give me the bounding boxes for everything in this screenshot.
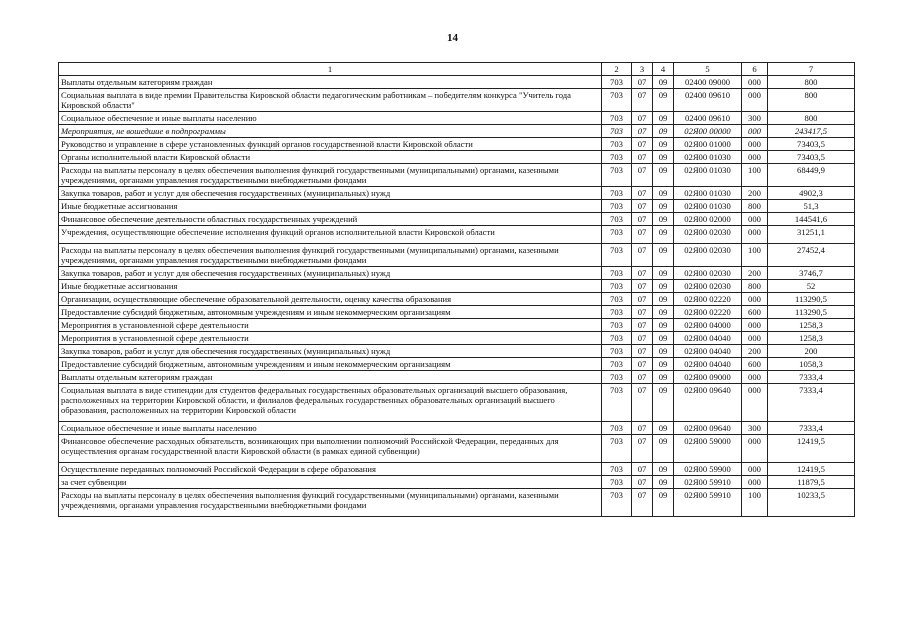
table-row	[59, 151, 855, 164]
row-section-cell: 07	[632, 76, 653, 89]
row-name-cell: Социальная выплата в виде премии Правительства Кировской области педагогическим работникам – победителям конкурса "Учитель года Кировской области"	[59, 89, 602, 112]
table-row	[59, 422, 855, 435]
table-row	[59, 371, 855, 384]
row-target-article-cell: 02Я00 02030	[674, 244, 742, 267]
row-subsection-cell: 09	[653, 463, 674, 476]
row-section-cell: 07	[632, 293, 653, 306]
row-section-cell: 07	[632, 226, 653, 244]
row-target-article-cell: 02Я00 02030	[674, 267, 742, 280]
row-target-article-cell: 02Я00 04040	[674, 332, 742, 345]
row-section-cell: 07	[632, 345, 653, 358]
row-section-cell: 07	[632, 138, 653, 151]
budget-table	[58, 62, 855, 517]
row-target-article-cell: 02Я00 02030	[674, 226, 742, 244]
row-target-article-cell: 02Я00 09000	[674, 371, 742, 384]
row-amount-cell: 800	[768, 76, 855, 89]
row-section-cell: 07	[632, 384, 653, 422]
table-row	[59, 244, 855, 267]
row-code-cell: 703	[602, 345, 632, 358]
row-code-cell: 703	[602, 76, 632, 89]
row-code-cell: 703	[602, 332, 632, 345]
row-subsection-cell: 09	[653, 319, 674, 332]
row-name-cell: Руководство и управление в сфере установленных функций органов государственной власти Кировской области	[59, 138, 602, 151]
header-cell: 4	[653, 63, 674, 76]
row-subsection-cell: 09	[653, 267, 674, 280]
row-amount-cell: 12419,5	[768, 435, 855, 463]
row-subsection-cell: 09	[653, 345, 674, 358]
row-amount-cell: 10233,5	[768, 489, 855, 517]
header-cell: 5	[674, 63, 742, 76]
row-code-cell: 703	[602, 319, 632, 332]
row-section-cell: 07	[632, 164, 653, 187]
row-section-cell: 07	[632, 280, 653, 293]
row-subsection-cell: 09	[653, 371, 674, 384]
row-target-article-cell: 02Я00 59900	[674, 463, 742, 476]
row-subsection-cell: 09	[653, 125, 674, 138]
row-code-cell: 703	[602, 476, 632, 489]
row-section-cell: 07	[632, 422, 653, 435]
row-name-cell: Учреждения, осуществляющие обеспечение исполнения функций органов исполнительной власти Кировской области	[59, 226, 602, 244]
row-name-cell: Финансовое обеспечение деятельности областных государственных учреждений	[59, 213, 602, 226]
row-name-cell: Расходы на выплаты персоналу в целях обеспечения выполнения функций государственными (муниципальными) органами, казенными учреждениями, органами управления государственными внебюджетными фондами	[59, 244, 602, 267]
page-number: 14	[447, 32, 458, 44]
row-amount-cell: 243417,5	[768, 125, 855, 138]
row-amount-cell: 52	[768, 280, 855, 293]
row-subsection-cell: 09	[653, 151, 674, 164]
row-subsection-cell: 09	[653, 200, 674, 213]
row-section-cell: 07	[632, 489, 653, 517]
row-target-article-cell: 02Я00 59910	[674, 476, 742, 489]
row-code-cell: 703	[602, 89, 632, 112]
row-code-cell: 703	[602, 244, 632, 267]
row-target-article-cell: 02400 09610	[674, 112, 742, 125]
row-amount-cell: 7333,4	[768, 422, 855, 435]
header-cell: 1	[59, 63, 602, 76]
table-row	[59, 138, 855, 151]
table-row	[59, 226, 855, 244]
table-row	[59, 200, 855, 213]
row-name-cell: Осуществление переданных полномочий Российской Федерации в сфере образования	[59, 463, 602, 476]
header-cell: 3	[632, 63, 653, 76]
row-expense-type-cell: 000	[742, 463, 768, 476]
row-amount-cell: 144541,6	[768, 213, 855, 226]
row-amount-cell: 800	[768, 89, 855, 112]
row-name-cell: Мероприятия в установленной сфере деятельности	[59, 332, 602, 345]
table-row	[59, 332, 855, 345]
table-row	[59, 267, 855, 280]
row-name-cell: Социальное обеспечение и иные выплаты населению	[59, 112, 602, 125]
row-target-article-cell: 02Я00 04040	[674, 345, 742, 358]
row-section-cell: 07	[632, 358, 653, 371]
row-expense-type-cell: 000	[742, 332, 768, 345]
row-expense-type-cell: 000	[742, 384, 768, 422]
row-code-cell: 703	[602, 213, 632, 226]
row-amount-cell: 73403,5	[768, 151, 855, 164]
row-name-cell: Финансовое обеспечение расходных обязательств, возникающих при выполнении полномочий Российской Федерации, переданных для осуществления органам государственной власти Кировской области (в рамках единой субвенции)	[59, 435, 602, 463]
row-code-cell: 703	[602, 384, 632, 422]
row-section-cell: 07	[632, 267, 653, 280]
row-expense-type-cell: 100	[742, 244, 768, 267]
row-amount-cell: 7333,4	[768, 384, 855, 422]
row-amount-cell: 51,3	[768, 200, 855, 213]
table-row	[59, 306, 855, 319]
row-target-article-cell: 02Я00 01000	[674, 138, 742, 151]
table-row	[59, 435, 855, 463]
row-expense-type-cell: 800	[742, 200, 768, 213]
row-amount-cell: 800	[768, 112, 855, 125]
row-section-cell: 07	[632, 306, 653, 319]
row-expense-type-cell: 100	[742, 489, 768, 517]
row-expense-type-cell: 800	[742, 280, 768, 293]
table-row	[59, 489, 855, 517]
row-subsection-cell: 09	[653, 280, 674, 293]
row-target-article-cell: 02Я00 59000	[674, 435, 742, 463]
table-row	[59, 293, 855, 306]
table-row	[59, 319, 855, 332]
row-target-article-cell: 02Я00 09640	[674, 422, 742, 435]
table-row	[59, 280, 855, 293]
table-row	[59, 89, 855, 112]
row-name-cell: Закупка товаров, работ и услуг для обеспечения государственных (муниципальных) нужд	[59, 345, 602, 358]
table-row	[59, 358, 855, 371]
row-name-cell: Органы исполнительной власти Кировской области	[59, 151, 602, 164]
table-row	[59, 125, 855, 138]
row-expense-type-cell: 200	[742, 345, 768, 358]
row-code-cell: 703	[602, 435, 632, 463]
row-expense-type-cell: 300	[742, 112, 768, 125]
row-amount-cell: 27452,4	[768, 244, 855, 267]
row-name-cell: Закупка товаров, работ и услуг для обеспечения государственных (муниципальных) нужд	[59, 187, 602, 200]
row-expense-type-cell: 000	[742, 293, 768, 306]
row-expense-type-cell: 000	[742, 89, 768, 112]
row-target-article-cell: 02Я00 09640	[674, 384, 742, 422]
row-name-cell: Предоставление субсидий бюджетным, автономным учреждениям и иным некоммерческим организациям	[59, 358, 602, 371]
table-row	[59, 112, 855, 125]
table-row	[59, 213, 855, 226]
table-row	[59, 76, 855, 89]
row-expense-type-cell: 000	[742, 319, 768, 332]
header-cell: 6	[742, 63, 768, 76]
table-row	[59, 476, 855, 489]
table-row	[59, 463, 855, 476]
row-code-cell: 703	[602, 200, 632, 213]
table-row	[59, 345, 855, 358]
row-target-article-cell: 02Я00 01030	[674, 164, 742, 187]
row-subsection-cell: 09	[653, 358, 674, 371]
row-amount-cell: 31251,1	[768, 226, 855, 244]
row-name-cell: Мероприятия в установленной сфере деятельности	[59, 319, 602, 332]
row-name-cell: Организации, осуществляющие обеспечение образовательной деятельности, оценку качества образования	[59, 293, 602, 306]
row-subsection-cell: 09	[653, 306, 674, 319]
row-expense-type-cell: 000	[742, 151, 768, 164]
row-expense-type-cell: 200	[742, 267, 768, 280]
row-subsection-cell: 09	[653, 384, 674, 422]
row-target-article-cell: 02Я00 04040	[674, 358, 742, 371]
row-expense-type-cell: 000	[742, 226, 768, 244]
row-expense-type-cell: 000	[742, 476, 768, 489]
row-section-cell: 07	[632, 371, 653, 384]
row-amount-cell: 1058,3	[768, 358, 855, 371]
row-subsection-cell: 09	[653, 244, 674, 267]
row-expense-type-cell: 100	[742, 164, 768, 187]
row-name-cell: Предоставление субсидий бюджетным, автономным учреждениям и иным некоммерческим организациям	[59, 306, 602, 319]
row-code-cell: 703	[602, 358, 632, 371]
row-section-cell: 07	[632, 200, 653, 213]
row-target-article-cell: 02400 09610	[674, 89, 742, 112]
row-code-cell: 703	[602, 293, 632, 306]
row-target-article-cell: 02400 09000	[674, 76, 742, 89]
row-subsection-cell: 09	[653, 476, 674, 489]
row-subsection-cell: 09	[653, 187, 674, 200]
row-subsection-cell: 09	[653, 489, 674, 517]
row-amount-cell: 73403,5	[768, 138, 855, 151]
row-code-cell: 703	[602, 125, 632, 138]
row-expense-type-cell: 600	[742, 358, 768, 371]
row-name-cell: Выплаты отдельным категориям граждан	[59, 371, 602, 384]
row-expense-type-cell: 000	[742, 138, 768, 151]
table-row	[59, 187, 855, 200]
row-code-cell: 703	[602, 112, 632, 125]
row-subsection-cell: 09	[653, 164, 674, 187]
table-row	[59, 384, 855, 422]
row-expense-type-cell: 600	[742, 306, 768, 319]
row-amount-cell: 4902,3	[768, 187, 855, 200]
row-code-cell: 703	[602, 267, 632, 280]
row-section-cell: 07	[632, 476, 653, 489]
row-section-cell: 07	[632, 435, 653, 463]
row-code-cell: 703	[602, 280, 632, 293]
row-subsection-cell: 09	[653, 422, 674, 435]
row-code-cell: 703	[602, 306, 632, 319]
row-code-cell: 703	[602, 151, 632, 164]
row-target-article-cell: 02Я00 02030	[674, 280, 742, 293]
row-name-cell: Закупка товаров, работ и услуг для обеспечения государственных (муниципальных) нужд	[59, 267, 602, 280]
header-cell: 7	[768, 63, 855, 76]
row-name-cell: Мероприятия, не вошедшие в подпрограммы	[59, 125, 602, 138]
row-expense-type-cell: 000	[742, 125, 768, 138]
row-target-article-cell: 02Я00 01030	[674, 151, 742, 164]
row-section-cell: 07	[632, 213, 653, 226]
row-target-article-cell: 02Я00 04000	[674, 319, 742, 332]
row-amount-cell: 113290,5	[768, 293, 855, 306]
row-section-cell: 07	[632, 151, 653, 164]
row-subsection-cell: 09	[653, 89, 674, 112]
row-code-cell: 703	[602, 164, 632, 187]
row-amount-cell: 68449,9	[768, 164, 855, 187]
row-code-cell: 703	[602, 463, 632, 476]
row-name-cell: Иные бюджетные ассигнования	[59, 200, 602, 213]
row-expense-type-cell: 000	[742, 213, 768, 226]
row-subsection-cell: 09	[653, 435, 674, 463]
row-name-cell: Расходы на выплаты персоналу в целях обеспечения выполнения функций государственными (муниципальными) органами, казенными учреждениями, органами управления государственными внебюджетными фондами	[59, 164, 602, 187]
row-subsection-cell: 09	[653, 213, 674, 226]
row-name-cell: Выплаты отдельным категориям граждан	[59, 76, 602, 89]
table-row	[59, 164, 855, 187]
row-section-cell: 07	[632, 319, 653, 332]
row-amount-cell: 12419,5	[768, 463, 855, 476]
row-code-cell: 703	[602, 489, 632, 517]
row-expense-type-cell: 000	[742, 76, 768, 89]
row-subsection-cell: 09	[653, 332, 674, 345]
row-amount-cell: 113290,5	[768, 306, 855, 319]
row-section-cell: 07	[632, 463, 653, 476]
row-amount-cell: 7333,4	[768, 371, 855, 384]
row-expense-type-cell: 000	[742, 371, 768, 384]
row-name-cell: Социальная выплата в виде стипендии для студентов федеральных государственных образовательных организаций высшего образования, расположенных на территории Кировской области, и филиалов федеральных государственных образовательных организаций высшего образования, расположенных на территории Кировской области	[59, 384, 602, 422]
row-name-cell: за счет субвенции	[59, 476, 602, 489]
row-code-cell: 703	[602, 138, 632, 151]
row-section-cell: 07	[632, 125, 653, 138]
row-amount-cell: 1258,3	[768, 319, 855, 332]
row-target-article-cell: 02Я00 02220	[674, 306, 742, 319]
row-section-cell: 07	[632, 332, 653, 345]
row-expense-type-cell: 000	[742, 435, 768, 463]
header-cell: 2	[602, 63, 632, 76]
row-target-article-cell: 02Я00 01030	[674, 200, 742, 213]
row-section-cell: 07	[632, 244, 653, 267]
row-name-cell: Социальное обеспечение и иные выплаты населению	[59, 422, 602, 435]
row-subsection-cell: 09	[653, 293, 674, 306]
row-subsection-cell: 09	[653, 226, 674, 244]
row-subsection-cell: 09	[653, 76, 674, 89]
row-code-cell: 703	[602, 371, 632, 384]
row-section-cell: 07	[632, 112, 653, 125]
row-code-cell: 703	[602, 226, 632, 244]
row-name-cell: Иные бюджетные ассигнования	[59, 280, 602, 293]
row-code-cell: 703	[602, 422, 632, 435]
row-expense-type-cell: 200	[742, 187, 768, 200]
row-target-article-cell: 02Я00 02000	[674, 213, 742, 226]
row-amount-cell: 11879,5	[768, 476, 855, 489]
row-amount-cell: 3746,7	[768, 267, 855, 280]
row-target-article-cell: 02Я00 02220	[674, 293, 742, 306]
row-subsection-cell: 09	[653, 138, 674, 151]
row-section-cell: 07	[632, 187, 653, 200]
row-name-cell: Расходы на выплаты персоналу в целях обеспечения выполнения функций государственными (муниципальными) органами, казенными учреждениями, органами управления государственными внебюджетными фондами	[59, 489, 602, 517]
row-target-article-cell: 02Я00 59910	[674, 489, 742, 517]
row-amount-cell: 1258,3	[768, 332, 855, 345]
row-expense-type-cell: 300	[742, 422, 768, 435]
row-target-article-cell: 02Я00 00000	[674, 125, 742, 138]
row-target-article-cell: 02Я00 01030	[674, 187, 742, 200]
row-subsection-cell: 09	[653, 112, 674, 125]
row-section-cell: 07	[632, 89, 653, 112]
row-code-cell: 703	[602, 187, 632, 200]
row-amount-cell: 200	[768, 345, 855, 358]
table-header-row	[59, 63, 855, 76]
